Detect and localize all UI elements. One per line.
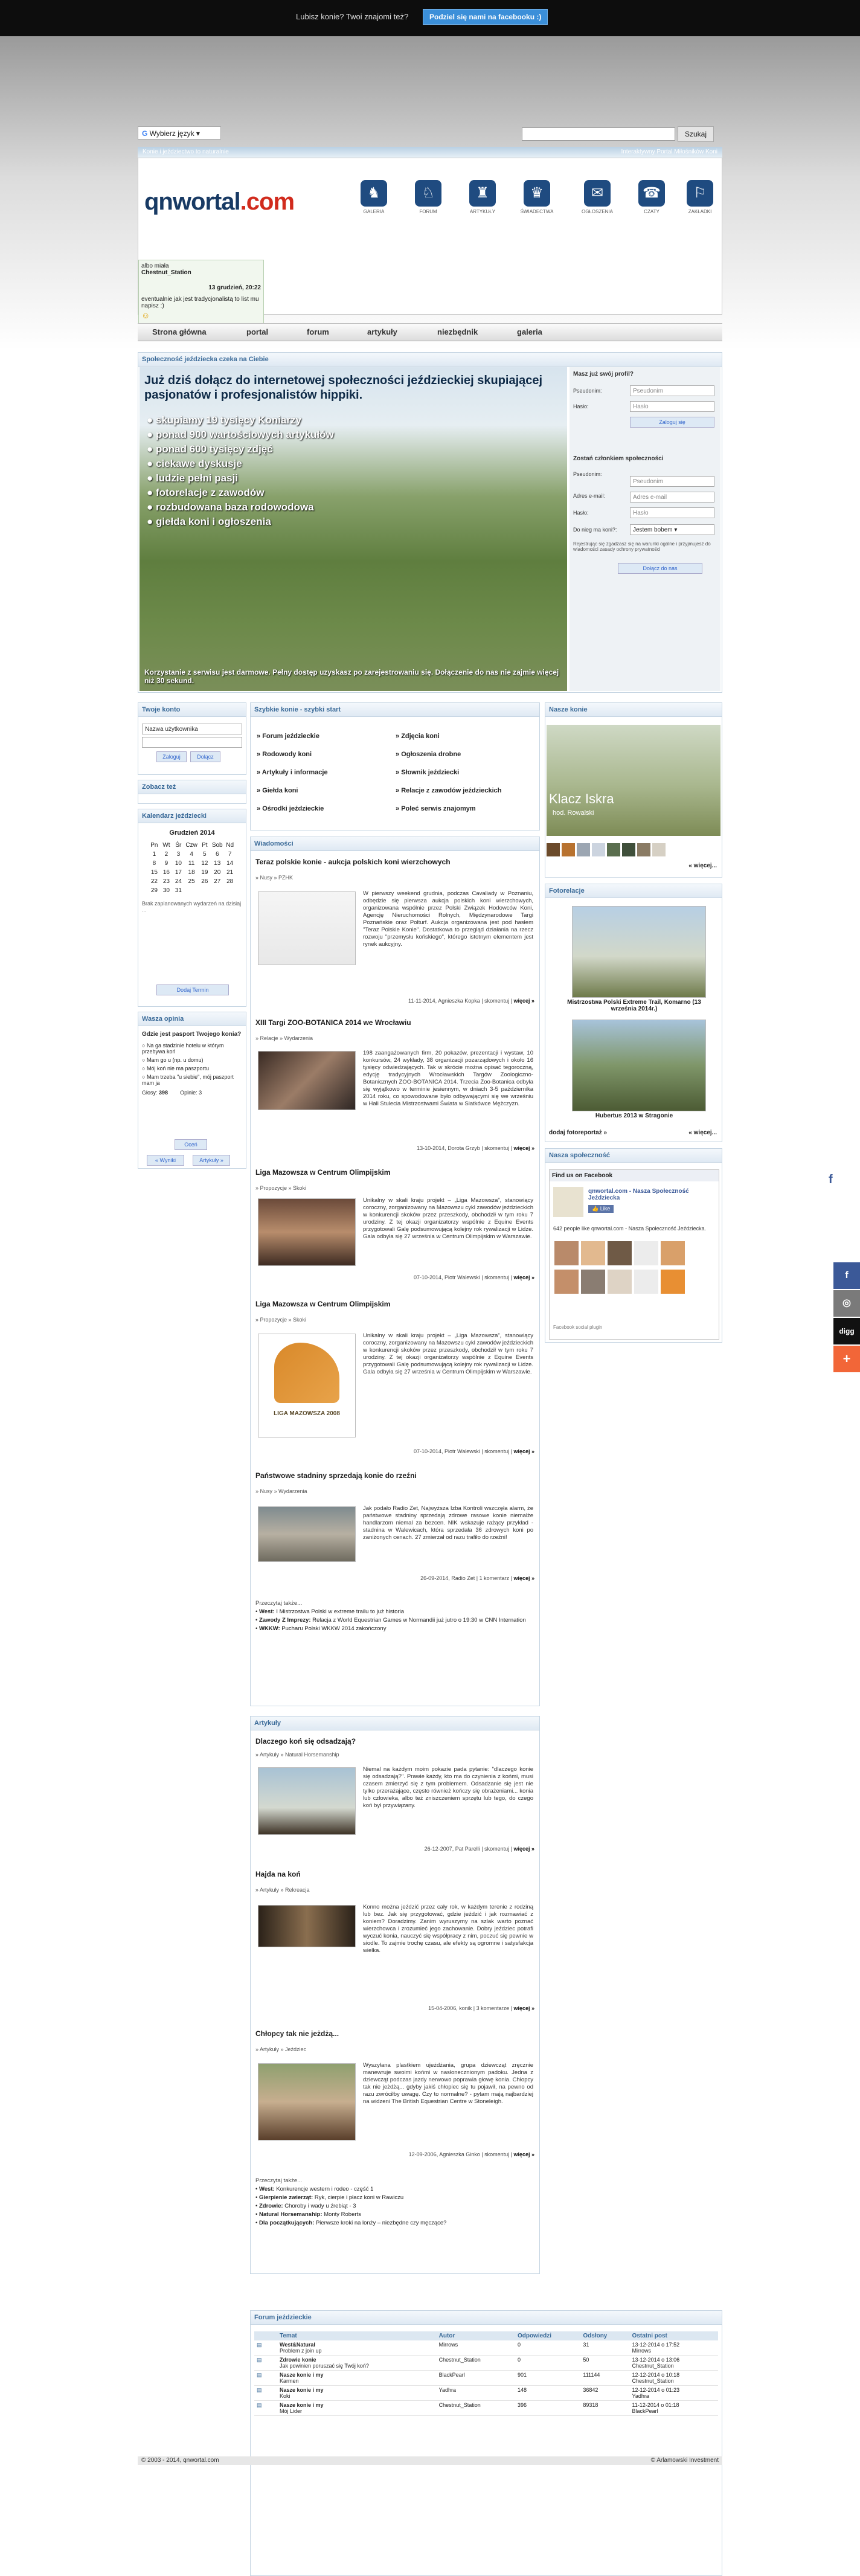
quick-link[interactable]: » Forum jeździeckie bbox=[257, 733, 319, 740]
list-item[interactable]: • Gierpienie zwierząt: Ryk, cierpie i płacz koni w Rawiczu bbox=[255, 2194, 404, 2201]
nav-artykuly[interactable]: ♜ ARTYKUŁY bbox=[464, 180, 501, 214]
article-thumbnail[interactable] bbox=[258, 2063, 356, 2141]
horse-thumbnail[interactable] bbox=[577, 843, 590, 856]
facebook-icon[interactable]: f bbox=[829, 1173, 833, 1186]
avatar[interactable] bbox=[634, 1241, 658, 1265]
table-row[interactable]: ▤ Nasze konie i my Karmen BlackPearl 901 111144 12-12-2014 o 10:18 Chestnut_Station bbox=[254, 2371, 718, 2386]
copyright: © 2003 - 2014, qnwortal.com bbox=[141, 2457, 219, 2464]
avatar[interactable] bbox=[554, 1270, 579, 1294]
list-item[interactable]: • West: Konkurencje western i rodeo - część 1 bbox=[255, 2186, 374, 2192]
google-icon: G bbox=[142, 129, 150, 138]
avatar[interactable] bbox=[581, 1270, 605, 1294]
horse-head-logo-icon bbox=[274, 1343, 339, 1403]
news-thumbnail[interactable] bbox=[258, 1051, 356, 1110]
topic-icon: ▤ bbox=[257, 2342, 262, 2348]
hero-footer-text: Korzystanie z serwisu jest darmowe. Pełny dostęp uzyskasz po zarejestrowaniu się. Dołączenie do nas nie zajmie więcej niż 30 sekund. bbox=[144, 668, 559, 685]
login-username-input[interactable]: Pseudonim bbox=[630, 385, 714, 396]
login-register-box: Masz już swój profil? Pseudonim: Pseudonim Hasło: Hasło Zaloguj się Zostań członkiem społeczności Pseudonim: Pseudonim Adres e-mail: Adres e-mail Hasło: Hasło Do nieg ma koni?: Jestem bobem ▾ Rejestrując się zgadzasz się na warunki ogólne i przyjmujesz do wiadomości zasady ochrony prywatności Dołącz do nas bbox=[570, 367, 720, 691]
facebook-share-icon[interactable]: f bbox=[833, 1262, 860, 1289]
article-thumbnail[interactable] bbox=[258, 1905, 356, 1947]
bookmarks-icon: ⚐ bbox=[687, 180, 713, 207]
horse-thumbnail[interactable] bbox=[652, 843, 666, 856]
quick-link[interactable]: » Poleć serwis znajomym bbox=[396, 805, 476, 812]
article-thumbnail[interactable] bbox=[258, 1767, 356, 1835]
photo-reports-panel: Fotorelacje Mistrzostwa Polski Extreme Trail, Komarno (13 września 2014r.) Hubertus 2013 w Stragonie dodaj fotoreportaż » « więcej... bbox=[545, 884, 722, 1142]
quick-links-left bbox=[257, 727, 328, 818]
nav-galeria[interactable]: ♞ GALERIA bbox=[356, 180, 392, 214]
site-logo[interactable]: qnwortal.com bbox=[144, 188, 295, 215]
poll-articles-link[interactable]: Artykuły » bbox=[193, 1155, 230, 1166]
calendar-month: Grudzień 2014 bbox=[169, 829, 215, 837]
articles-icon: ♜ bbox=[469, 180, 496, 207]
list-item[interactable]: • Natural Horsemanship: Monty Roberts bbox=[255, 2211, 361, 2218]
horse-thumbnail[interactable] bbox=[592, 843, 605, 856]
quick-link[interactable]: » Rodowody koni bbox=[257, 751, 312, 758]
nav-forum[interactable]: ♘ FORUM bbox=[410, 180, 446, 214]
news-item: Liga Mazowsza w Centrum Olimpijskim » Propozycje » Skoki bbox=[255, 1168, 391, 1191]
page-avatar[interactable] bbox=[553, 1187, 583, 1217]
fan-faces-grid bbox=[553, 1240, 714, 1297]
facebook-promo-bar bbox=[0, 0, 860, 36]
article-meta: 15-04-2006, konik | 3 komentarze | więcej » bbox=[428, 2005, 534, 2011]
hero-headline: Już dziś dołącz do internetowej społeczności jeździeckiej skupiającej pasjonatów i profesjonalistów hippiki. bbox=[144, 374, 543, 402]
news-thumbnail[interactable] bbox=[258, 891, 356, 965]
avatar[interactable] bbox=[581, 1241, 605, 1265]
photo-report-image[interactable] bbox=[572, 1020, 706, 1111]
avatar[interactable] bbox=[554, 1241, 579, 1265]
register-role-select[interactable]: Jestem bobem ▾ bbox=[630, 524, 714, 535]
horse-thumbnail[interactable] bbox=[637, 843, 650, 856]
horse-thumbnail[interactable] bbox=[622, 843, 635, 856]
news-item: Państwowe stadniny sprzedają konie do rzeźni » Nusy » Wydarzenia bbox=[255, 1471, 417, 1494]
quick-link[interactable]: » Ośrodki jeździeckie bbox=[257, 805, 324, 812]
liga-mazowsza-logo[interactable]: LIGA MAZOWSZA 2008 bbox=[258, 1334, 356, 1437]
calendar-panel: Kalendarz jeździecki Grudzień 2014 Pn Wt Śr Czw Pt Sob Nd 1 2 3 4 5 6 7 8 9 10 11 12 13 14 15 16 17 18 19 20 21 22 23 24 25 26 27 28 29 30 31 Brak zaplanowanych wydarzeń na dzisiaj ... Dodaj Termin bbox=[138, 809, 246, 1007]
news-panel: Wiadomości Teraz polskie konie - aukcja polskich koni wierzchowych » Nusy » PZHK W pierwszy weekend grudnia, podczas Cavaliady w Poznaniu, odbędzie się pierwsza aukcja polskich koni wierzchowych, organizowana wspólnie przez Polski Związek Hodowców Koni, Agencję Nieruchomości Rolnych, Międzynarodowe Targi Poznańskie oraz Polturf. Aukcja organizowana jest pod hasłem "Teraz Polskie Konie". Dostatkowa to przegląd działania na rzecz rozwoju "przemysłu końskiego", którego istotnym elementem jest rynek aukcyjny. 11-11-2014, Agnieszka Kopka | skomentuj | więcej » XIII Targi ZOO-BOTANICA 2014 we Wrocławiu » Relacje » Wydarzenia 198 zaangażowanych firm, 20 pokazów, prezentacji i wystaw, 10 konkursów, 24 wykłady, 38 organizacji pozarządowych i około 16 tysięcy odwiedzających. Tak w skrócie można opisać tegoroczną, edycję tradycyjnych Wrocławskich Targów Zoologiczno-Botanicznych ZOO-BOTANICA 2014. Trzecia Zoo-Botanica odbyła się wyjątkowo w terminie jesiennym, w dniach 3-5 października 2014 roku, co spowodowane było odbywającymi się we wrześniu w Hali Stulecia Mistrzostwami Świata w Siatkówce Mężczyzn. 13-10-2014, Dorota Grzyb | skomentuj | więcej » Liga Mazowsza w Centrum Olimpijskim » Propozycje » Skoki Unikalny w skali kraju projekt – „Liga Mazowsza”, stanowiący coroczny, zorganizowany na Mazowszu cykl zawodów jeździeckich w konkurencji skoków przez przeszkody, obchodził w tym roku 7 urodziny. Z tej okazji organizatorzy wspólnie z Equine Events przygotowali Galę podsumowującą kolejny rok rywalizacji w Lidze. Gala odbyła się 27 września w Centrum Olimpijskim w Warszawie. 07-10-2014, Piotr Walewski | skomentuj | więcej » Liga Mazowsza w Centrum Olimpijskim » Propozycje » Skoki LIGA MAZOWSZA 2008 Unikalny w skali kraju projekt – „Liga Mazowsza”, stanowiący coroczny, zorganizowany na Mazowszu cykl zawodów jeździeckich w konkurencji skoków przez przeszkody, obchodził w tym roku 7 urodziny. Z tej okazji organizatorzy wspólnie z Equine Events przygotowali Galę podsumowującą kolejny rok rywalizacji w Lidze. Gala odbyła się 27 września w Centrum Olimpijskim w Warszawie. 07-10-2014, Piotr Walewski | skomentuj | więcej » Państwowe stadniny sprzedają konie do rzeźni » Nusy » Wydarzenia Jak podało Radio Zet, Najwyższa Izba Kontroli wszczęła alarm, że państwowe stadniny sprzedają zdrowe rasowe konie niemalże handlarzom niemal za bezcen. NIK wskazuje rażący przykład - stadnina w Walewicach, która sprzedała 36 zdrowych koni po zaniżonych cenach. 27 zmierzał od razu trafiło do rzeźni! 26-09-2014, Radio Zet | 1 komentarz | więcej » Przeczytaj także... • West: I Mistrzostwa Polski w extreme trailu to już historia • Zawody Z Imprezy: Relacja z World Equestrian Games w Normandii już jutro o 19:30 w CNN Internation • WKKW: Pucharu Polski WKKW 2014 zakończony bbox=[250, 837, 540, 1706]
horses-panel: Nasze konie Klacz Iskra hod. Rowalski « więcej... bbox=[545, 702, 722, 878]
quick-start-panel: Szybkie konie - szybki start » Forum jeździeckie » Rodowody koni » Artykuły i informacje » Giełda koni » Ośrodki jeździeckie » Zdjęcia koni » Ogłoszenia drobne » Słownik jeździecki » Relacje z zawodów jeździeckich » Poleć serwis znajomym bbox=[250, 702, 540, 830]
news-title[interactable]: Teraz polskie konie - aukcja polskich koni wierzchowych bbox=[255, 858, 451, 866]
hero-bullets: ● skupiamy 19 tysięcy Koniarzy ● ponad 900 wartościowych artykułów ● ponad 600 tysięcy zdjęć ● ciekawe dyskusje ● ludzie pełni pasji ● fotorelacje z zawodów ● rozbudowana baza rodowodowa ● giełda koni i ogłoszenia bbox=[147, 413, 334, 529]
register-password-input[interactable]: Hasło bbox=[630, 507, 714, 518]
account-login-button[interactable]: Zaloguj bbox=[156, 751, 187, 762]
news-thumbnail[interactable] bbox=[258, 1506, 356, 1562]
gallery-icon: ♞ bbox=[361, 180, 387, 207]
more-share-icon[interactable]: + bbox=[833, 1346, 860, 1372]
certificate-icon: ♛ bbox=[524, 180, 550, 207]
poll-vote-button[interactable]: Oceń bbox=[175, 1139, 207, 1150]
topic-icon: ▤ bbox=[257, 2387, 262, 2393]
forum-icon: ♘ bbox=[415, 180, 441, 207]
login-button[interactable]: Zaloguj się bbox=[630, 417, 714, 428]
horse-thumbnail[interactable] bbox=[607, 843, 620, 856]
horse-thumbnail[interactable] bbox=[547, 843, 560, 856]
quick-link[interactable]: » Ogłoszenia drobne bbox=[396, 751, 461, 758]
horse-photo[interactable]: Klacz Iskra hod. Rowalski bbox=[547, 725, 720, 836]
list-item[interactable]: • WKKW: Pucharu Polski WKKW 2014 zakończony bbox=[255, 1625, 387, 1632]
topic-icon: ▤ bbox=[257, 2357, 262, 2363]
nav-swiadectwa[interactable]: ♛ ŚWIADECTWA bbox=[519, 180, 555, 214]
articles-read-also: Przeczytaj także... • West: Konkurencje western i rodeo - część 1 • Gierpienie zwierząt: Ryk, cierpie i płacz koni w Rawiczu • Zdrowie: Choroby i wady u źrebiąt - 3 • Natural Horsemanship: Monty Roberts • Dla początkujących: Pierwsze kroki na lonży – niezbędne czy męczące? bbox=[255, 2177, 534, 2228]
poll-panel: Wasza opinia Gdzie jest pasport Twojego konia? ○ Na ga stadzinie hotelu w którym przebywa koń ○ Mam go u (np. u domu) ○ Mój koń nie ma paszportu ○ Mam trzeba "u siebie", mój paszport mam ja Głosy: 398 Opinie: 3 Oceń « Wyniki Artykuły » bbox=[138, 1012, 246, 1169]
forum-panel: Forum jeździeckie Temat Autor Odpowiedzi Odsłony Ostatni post ▤ West&Natural Problem z join up Mirrows 0 31 13-12-2014 o 17:52 Mirrows ▤ Zdrowie konie Jak powinien poruszać się Twój koń? Chestnut_Station 0 50 13-12-2014 o 13:06 Chestnut_Station ▤ Nasze konie i my Karmen BlackPearl 901 111144 12-12-2014 o 10:18 Chestnut_Station ▤ Nasze konie i my Koki Yadhra 148 36842 12-12-2014 o 01:23 Yadhra ▤ Nasze konie i my Mój Lider Chestnut_Station 396 89318 11-12-2014 o 01:18 BlackPearl bbox=[250, 2310, 722, 2576]
avatar[interactable] bbox=[661, 1270, 685, 1294]
register-username-input[interactable]: Pseudonim bbox=[630, 476, 714, 487]
menu-item-tools[interactable]: niezbędnik bbox=[437, 327, 478, 336]
megaphone-icon: ✉ bbox=[584, 180, 611, 207]
quick-link[interactable]: » Słownik jeździecki bbox=[396, 769, 460, 776]
news-meta: 11-11-2014, Agnieszka Kopka | skomentuj | więcej » bbox=[408, 998, 534, 1004]
header-strip: Konie i jeździectwo to naturalnie Interaktywny Portal Miłośników Koni bbox=[138, 147, 722, 158]
table-row[interactable]: ▤ Zdrowie konie Jak powinien poruszać się Twój koń? Chestnut_Station 0 50 13-12-2014 o 13:06 Chestnut_Station bbox=[254, 2356, 718, 2371]
community-panel: Nasza społeczność Find us on Facebook qnwortal.com - Nasza Społeczność Jeździecka 👍 Like 642 people like qnwortal.com - Nasza Społeczność Jeździecka. Facebook social plugin bbox=[545, 1148, 722, 1343]
article-item: Hajda na koń » Artykuły » Rekreacja bbox=[255, 1870, 310, 1893]
poll-results-link[interactable]: « Wyniki bbox=[147, 1155, 184, 1166]
horse-thumbnail-strip bbox=[547, 843, 720, 858]
hero-panel bbox=[138, 352, 722, 693]
news-item: XIII Targi ZOO-BOTANICA 2014 we Wrocławiu » Relacje » Wydarzenia bbox=[255, 1018, 411, 1041]
table-row[interactable]: ▤ West&Natural Problem z join up Mirrows 0 31 13-12-2014 o 17:52 Mirrows bbox=[254, 2340, 718, 2356]
table-row[interactable]: ▤ Nasze konie i my Koki Yadhra 148 36842 12-12-2014 o 01:23 Yadhra bbox=[254, 2386, 718, 2401]
footer-credit[interactable]: © Arlamowski Investment bbox=[650, 2457, 719, 2464]
see-also-panel: Zobacz też bbox=[138, 780, 246, 804]
language-select[interactable]: G Wybierz język ▾ bbox=[138, 126, 221, 140]
quick-links-right bbox=[396, 727, 501, 818]
menu-item-gallery[interactable]: galeria bbox=[517, 327, 542, 336]
quick-link[interactable]: » Relacje z zawodów jeździeckich bbox=[396, 787, 502, 794]
main-menu bbox=[138, 323, 722, 341]
register-button[interactable]: Dołącz do nas bbox=[618, 563, 702, 574]
news-meta: 13-10-2014, Dorota Grzyb | skomentuj | więcej » bbox=[417, 1145, 534, 1151]
news-meta: 26-09-2014, Radio Zet | 1 komentarz | więcej » bbox=[420, 1575, 534, 1581]
site-header bbox=[138, 158, 722, 320]
calendar-note: Brak zaplanowanych wydarzeń na dzisiaj ... bbox=[142, 901, 242, 913]
search-input[interactable] bbox=[522, 127, 675, 141]
avatar[interactable] bbox=[661, 1241, 685, 1265]
news-item: Liga Mazowsza w Centrum Olimpijskim » Propozycje » Skoki bbox=[255, 1300, 391, 1323]
facebook-share-button[interactable]: Podziel się nami na facebooku :) bbox=[423, 9, 548, 25]
avatar[interactable] bbox=[634, 1270, 658, 1294]
register-email-input[interactable]: Adres e-mail bbox=[630, 492, 714, 503]
quick-link[interactable]: » Artykuły i informacje bbox=[257, 769, 328, 776]
hero-title: Społeczność jeździecka czeka na Ciebie bbox=[138, 353, 722, 367]
news-thumbnail[interactable] bbox=[258, 1198, 356, 1266]
photo-report-image[interactable] bbox=[572, 906, 706, 998]
article-meta: 12-09-2006, Agnieszka Ginko | skomentuj | więcej » bbox=[408, 2151, 534, 2157]
quick-link[interactable]: » Giełda koni bbox=[257, 787, 298, 794]
smiley-icon: ☺ bbox=[141, 310, 150, 320]
avatar[interactable] bbox=[608, 1241, 632, 1265]
poll-option[interactable]: ○ Na ga stadzinie hotelu w którym przebywa koń bbox=[142, 1042, 224, 1055]
account-panel: Twoje konto Nazwa użytkownika Zaloguj Dołącz bbox=[138, 702, 246, 775]
promo-message: Lubisz konie? Twoi znajomi też? bbox=[296, 12, 409, 21]
photo-more-link[interactable]: « więcej... bbox=[688, 1129, 717, 1136]
add-photo-report-link[interactable]: dodaj fotoreportaż » bbox=[549, 1129, 608, 1136]
quick-link[interactable]: » Zdjęcia koni bbox=[396, 733, 440, 740]
article-meta: 26-12-2007, Pat Parelli | skomentuj | więcej » bbox=[424, 1846, 534, 1852]
poll-option[interactable]: ○ Mój koń nie ma paszportu bbox=[142, 1065, 209, 1071]
topic-icon: ▤ bbox=[257, 2372, 262, 2378]
stumble-share-icon[interactable]: ◎ bbox=[833, 1290, 860, 1317]
poll-stats: Głosy: 398 Opinie: 3 bbox=[142, 1090, 202, 1096]
nav-zakladki[interactable]: ⚐ ZAKŁADKI bbox=[682, 180, 718, 214]
horse-thumbnail[interactable] bbox=[562, 843, 575, 856]
article-item: Dlaczego koń się odsadzają? » Artykuły » Natural Horsemanship bbox=[255, 1737, 356, 1758]
poll-option[interactable]: ○ Mam trzeba "u siebie", mój paszport mam ja bbox=[142, 1074, 234, 1086]
menu-item-home[interactable]: Strona główna bbox=[152, 327, 207, 336]
list-item[interactable]: • Zawody Z Imprezy: Relacja z World Equestrian Games w Normandii już jutro o 19:30 w CNN Internation bbox=[255, 1617, 526, 1624]
digg-share-icon[interactable]: digg bbox=[833, 1318, 860, 1344]
menu-item-portal[interactable]: portal bbox=[246, 327, 269, 336]
account-username-input[interactable]: Nazwa użytkownika bbox=[142, 724, 242, 734]
calendar-grid: Pn Wt Śr Czw Pt Sob Nd 1 2 3 4 5 6 7 8 9 10 11 12 13 14 15 16 17 18 19 20 21 22 23 24 25 26 27 28 29 30 31 bbox=[150, 842, 234, 894]
account-register-button[interactable]: Dołącz bbox=[190, 751, 220, 762]
shoutbox: albo miała Chestnut_Station 13 grudzień, 20:22 eventualnie jak jest tradycjonalistą to list mu napisz :) ☺ bbox=[138, 260, 264, 332]
topic-icon: ▤ bbox=[257, 2402, 262, 2408]
news-read-also: Przeczytaj także... • West: I Mistrzostwa Polski w extreme trailu to już historia • Zawody Z Imprezy: Relacja z World Equestrian Games w Normandii już jutro o 19:30 w CNN Internation • WKKW: Pucharu Polski WKKW 2014 zakończony bbox=[255, 1599, 534, 1633]
account-password-input[interactable] bbox=[142, 737, 242, 748]
list-item[interactable]: • Zdrowie: Choroby i wady u źrebiąt - 3 bbox=[255, 2203, 356, 2209]
table-row[interactable]: ▤ Nasze konie i my Mój Lider Chestnut_Station 396 89318 11-12-2014 o 01:18 BlackPearl bbox=[254, 2401, 718, 2416]
chat-icon: ☎ bbox=[638, 180, 665, 207]
facebook-widget: Find us on Facebook qnwortal.com - Nasza Społeczność Jeździecka 👍 Like 642 people like qnwortal.com - Nasza Społeczność Jeździecka. Facebook social plugin bbox=[549, 1169, 719, 1340]
forum-table: Temat Autor Odpowiedzi Odsłony Ostatni post ▤ West&Natural Problem z join up Mirrows 0 31 13-12-2014 o 17:52 Mirrows ▤ Zdrowie konie Jak powinien poruszać się Twój koń? Chestnut_Station 0 50 13-12-2014 o 13:06 Chestnut_Station ▤ Nasze konie i my Karmen BlackPearl 901 111144 12-12-2014 o 10:18 Chestnut_Station ▤ Nasze konie i my Koki Yadhra 148 36842 12-12-2014 o 01:23 Yadhra ▤ Nasze konie i my Mój Lider Chestnut_Station 396 89318 11-12-2014 o 01:18 BlackPearl bbox=[254, 2331, 718, 2416]
login-password-input[interactable]: Hasło bbox=[630, 401, 714, 412]
news-meta: 07-10-2014, Piotr Walewski | skomentuj | więcej » bbox=[414, 1448, 534, 1454]
site-footer bbox=[138, 2456, 722, 2465]
article-item: Chłopcy tak nie jeżdżą... » Artykuły » Jeździec bbox=[255, 2029, 339, 2052]
news-item: Teraz polskie konie - aukcja polskich koni wierzchowych » Nusy » PZHK bbox=[255, 858, 534, 881]
search-button[interactable]: Szukaj bbox=[678, 126, 714, 142]
nav-ogloszenia[interactable]: ✉ OGŁOSZENIA bbox=[579, 180, 615, 214]
articles-panel: Artykuły Dlaczego koń się odsadzają? » Artykuły » Natural Horsemanship Niemal na każdym moim pokazie pada pytanie: "dlaczego konie się odsadzają?". Prawie każdy, kto ma do czynienia z końmi, musi czasem zmierzyć się z tym problemem. Odsadzanie się jest nie tylko przerażające, często również kończy się obrażeniami... konia lub człowieka, albo też zniszczeniem sprzętu lub tego, do czego koń był przywiązany. 26-12-2007, Pat Parelli | skomentuj | więcej » Hajda na koń » Artykuły » Rekreacja Konno można jeździć przez cały rok, w każdym terenie z rodziną lub bez. Jak się przygotować, gdzie jeździć i jak rozmawiać z koniem? Doradzimy. Zanim wyruszymy na szlak warto poznać wierzchowca i zrozumieć jego zachowanie. Dobry jeździec potrafi wyczuć konia, nauczyć się współpracy z nim, poczuć się pewnie w siodle. To zajmie trochę czasu, ale efekty są ogromne i satysfakcja wielka. 15-04-2006, konik | 3 komentarze | więcej » Chłopcy tak nie jeżdżą... » Artykuły » Jeździec Wyszyłana plastkiem ujeżdżania, grupa dziewcząt zręcznie manewruje swoimi końmi w nasłonecznionym padoku. Jedna z dziewcząt podczas jazdy nerwowo poprawia głowę konia. Chłopcy tak nie jeżdżą... gdyby jakiś chłopiec się tu pojawił, na pewno od razu zwróciłby uwagę. Czy to normalne? - pytam mają najbardziej na widzeni The British Equestrian Centre w Stoneleigh. 12-09-2006, Agnieszka Ginko | skomentuj | więcej » Przeczytaj także... • West: Konkurencje western i rodeo - część 1 • Gierpienie zwierząt: Ryk, cierpie i płacz koni w Rawiczu • Zdrowie: Choroby i wady u źrebiąt - 3 • Natural Horsemanship: Monty Roberts • Dla początkujących: Pierwsze kroki na lonży – niezbędne czy męczące? bbox=[250, 1716, 540, 2274]
avatar[interactable] bbox=[608, 1270, 632, 1294]
list-item[interactable]: • West: I Mistrzostwa Polski w extreme trailu to już historia bbox=[255, 1608, 405, 1615]
news-meta: 07-10-2014, Piotr Walewski | skomentuj | więcej » bbox=[414, 1274, 534, 1280]
horses-more-link[interactable]: « więcej... bbox=[688, 862, 717, 869]
poll-option[interactable]: ○ Mam go u (np. u domu) bbox=[142, 1057, 204, 1063]
add-event-button[interactable]: Dodaj Termin bbox=[156, 984, 229, 995]
menu-item-forum[interactable]: forum bbox=[307, 327, 329, 336]
nav-czaty[interactable]: ☎ CZATY bbox=[634, 180, 670, 214]
header-navigation bbox=[356, 180, 718, 222]
facebook-like-button[interactable]: 👍 Like bbox=[588, 1205, 614, 1213]
thumbs-up-icon: 👍 bbox=[592, 1206, 599, 1212]
menu-item-articles[interactable]: artykuły bbox=[367, 327, 397, 336]
list-item[interactable]: • Dla początkujących: Pierwsze kroki na lonży – niezbędne czy męczące? bbox=[255, 2220, 447, 2226]
